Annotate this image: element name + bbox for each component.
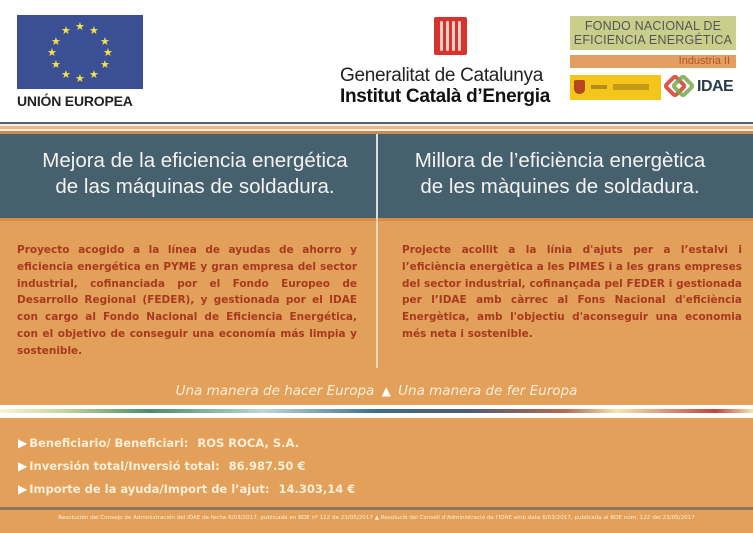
main-panel xyxy=(0,218,753,533)
triangle-icon: ▲ xyxy=(381,384,391,398)
star-icon: ★ xyxy=(100,58,110,71)
generalitat-name: Generalitat de Catalunya xyxy=(340,65,543,86)
idae-label: IDAE xyxy=(697,78,734,95)
star-icon: ★ xyxy=(51,58,61,71)
spanish-government-logo xyxy=(570,75,661,100)
star-icon: ★ xyxy=(100,35,110,48)
title-spanish: Mejora de la eficiencia energética de las máquinas de soldadura. xyxy=(42,149,348,198)
catalan-emblem-icon xyxy=(434,17,467,55)
footer-legal-note: Resolución del Consejo de Administración del IDAE de fecha 6/03/2017, publicada en BOE nº 122 de 23/05/2017 ▲ Resolució del Consell d'Administració de l'IDAE amb data 6/03/2017, publicada al BOE núm. 122 del 23/05/2017 xyxy=(58,515,695,521)
play-arrow-icon: ▶ xyxy=(18,481,28,496)
column-divider xyxy=(376,218,378,368)
title-catalan: Millora de l’eficiència energètica de les màquines de soldadura. xyxy=(414,149,706,198)
play-arrow-icon: ▶ xyxy=(18,435,28,450)
star-icon: ★ xyxy=(75,20,85,33)
star-icon: ★ xyxy=(51,35,61,48)
description-catalan: Projecte acollit a la línia d'ajuts per a l’estalvi i l’eficiència energètica a les PIMES i a les grans empreses del sector industrial, cofinançada pel FEDER i gestionada per l’IDAE amb càrrec al Fons Nacional d'eficiència Energètica, amb l'objectiu d'aconseguir una economia més neta i sostenible. xyxy=(402,244,742,340)
info-row-grant-amount: ▶ Importe de la ayuda/Import de l’ajut: 14.303,14 € xyxy=(18,481,356,496)
sponsor-logos xyxy=(570,74,736,100)
play-arrow-icon: ▶ xyxy=(18,458,28,473)
star-icon: ★ xyxy=(89,24,99,37)
institut-name: Institut Català d’Energia xyxy=(340,86,550,107)
star-icon: ★ xyxy=(61,24,71,37)
project-info xyxy=(18,431,355,500)
eu-label: UNIÓN EUROPEA xyxy=(17,93,133,109)
title-band xyxy=(0,134,753,218)
star-icon: ★ xyxy=(89,68,99,81)
eu-flag-icon xyxy=(17,15,143,89)
fondo-nacional-logo xyxy=(570,16,736,100)
decorative-stripe-middle xyxy=(0,405,753,418)
description-spanish: Proyecto acogido a la línea de ayudas de ahorro y eficiencia energética en PYME y gran empresa del sector industrial, cofinanciada por el Fondo Europeo de Desarrollo Regional (FEDER), y gestionada por el IDAE con cargo al Fondo Nacional de Eficiencia Energética, con el objetivo de conseguir una economía más limpia y sostenible. xyxy=(17,244,357,357)
coat-of-arms-icon xyxy=(574,80,585,94)
fondo-title: FONDO NACIONAL DE EFICIENCIA ENERGÉTICA xyxy=(570,16,736,50)
motto: Una manera de hacer Europa ▲ Una manera de fer Europa xyxy=(175,383,578,399)
triangle-icon: ▲ xyxy=(374,515,380,521)
decorative-stripe-top xyxy=(0,122,753,134)
eu-logo xyxy=(17,15,143,109)
header xyxy=(0,0,753,122)
star-icon: ★ xyxy=(103,46,113,59)
info-row-beneficiary: ▶ Beneficiario/ Beneficiari: ROS ROCA, S.A. xyxy=(18,435,299,450)
fondo-subtitle: Industria II xyxy=(570,55,736,68)
star-icon: ★ xyxy=(61,68,71,81)
idae-logo-icon xyxy=(665,75,693,99)
column-divider xyxy=(376,134,378,218)
star-icon: ★ xyxy=(47,46,57,59)
star-icon: ★ xyxy=(75,72,85,85)
info-row-total-investment: ▶ Inversión total/Inversió total: 86.987.50 € xyxy=(18,458,306,473)
footer-divider xyxy=(0,507,753,510)
